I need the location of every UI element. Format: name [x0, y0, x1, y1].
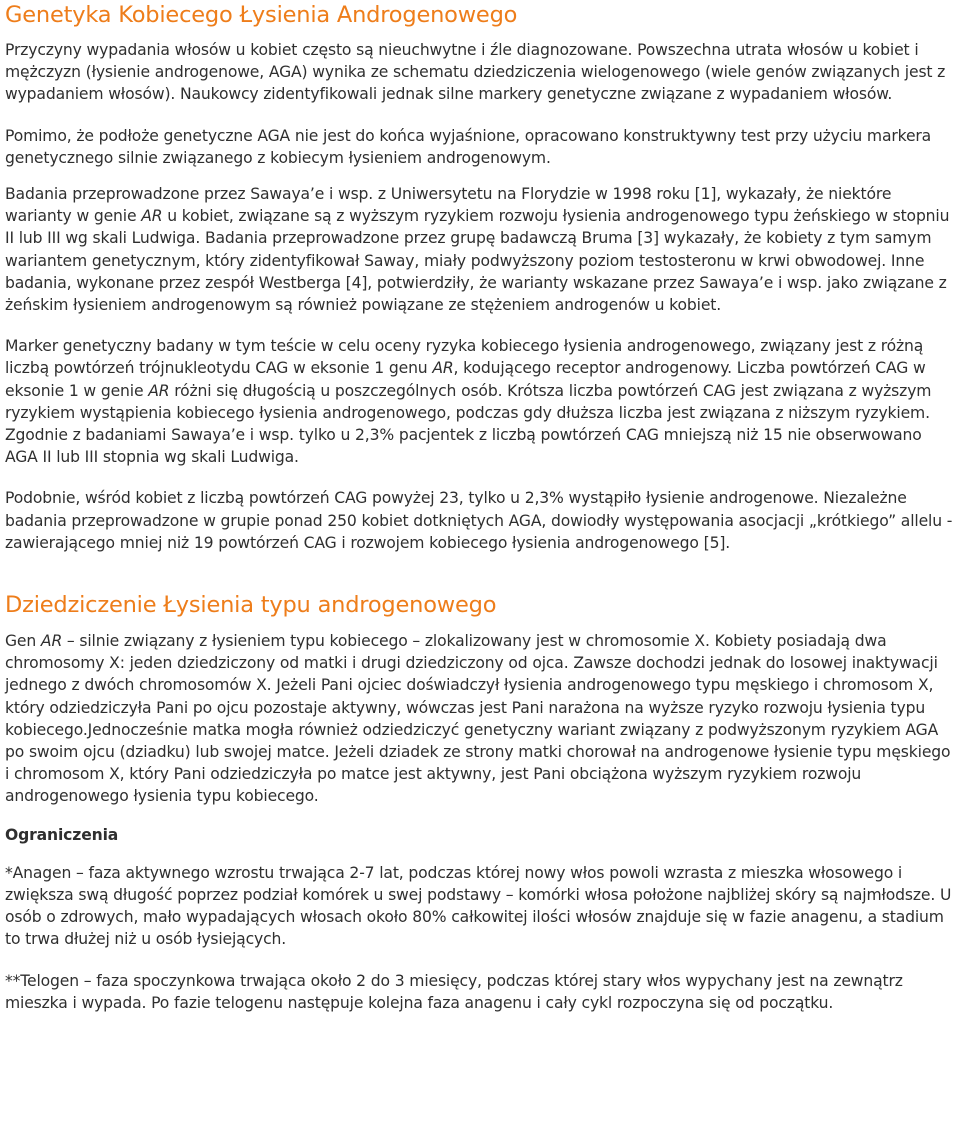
paragraph-text: Gen	[5, 632, 41, 651]
paragraph-text: Badania przeprowadzone przez Sawaya’e i wsp. z Uniwersytetu na Florydzie w 1998 roku [1], wykazały, że niektóre warianty w genie	[5, 185, 892, 226]
paragraph-test-description: Pomimo, że podłoże genetyczne AGA nie jest do końca wyjaśnione, opracowano konstruktywny test przy użyciu markera genetycznego silnie związanego z kobiecym łysieniem androgenowym.	[5, 126, 932, 167]
paragraph-text: Marker genetyczny badany w tym teście w celu oceny ryzyka kobiecego łysienia androgenowego, związany jest z różną liczbą powtórzeń trójnukleotydu CAG w eksonie 1 genu	[5, 337, 924, 378]
paragraph-inheritance	[5, 630, 954, 808]
paragraph-intro: Przyczyny wypadania włosów u kobiet często są nieuchwytne i źle diagnozowane. Powszechna utrata włosów u kobiet i mężczyzn (łysienie androgenowe, AGA) wynika ze schematu dziedziczenia wielogenowego (wiele genów związanych jest z wypadaniem włosów). Naukowcy zidentyfikowali jednak silne markery genetyczne związane z wypadaniem włosów.	[5, 41, 946, 104]
paragraph-genetic-marker	[5, 335, 954, 468]
gene-name: AR	[432, 359, 454, 378]
limitations-heading: Ograniczenia	[5, 825, 119, 844]
paragraph-text: – silnie związany z łysieniem typu kobiecego – zlokalizowany jest w chromosomie X. Kobiety posiadają dwa chromosomy X: jeden dziedziczony od matki i drugi dziedziczony od ojca. Zawsze dochodzi jednak do losowej inaktywacji jednego z dwóch chromosomów X. Jeżeli Pani ojciec doświadczył łysienia androgenowego typu męskiego i chromosom X, który odziedziczyła Pani po ojcu pozostaje aktywny, wówczas jest Pani narażona na wyższe ryzyko rozwoju łysienia typu kobiecego.Jednocześnie matka mogła również odziedziczyć genetyczny wariant związany z podwyższonym ryzykiem AGA po swoim ojcu (dziadku) lub swojej matce. Jeżeli dziadek ze strony matki chorował na androgenowe łysienie typu męskiego i chromosom X, który Pani odziedziczyła po matce jest aktywny, jest Pani obciążona wyższym ryzykiem rozwoju androgenowego łysienia typu kobiecego.	[5, 632, 951, 806]
gene-name: AR	[40, 632, 63, 651]
gene-name: AR	[148, 381, 170, 400]
paragraph-text: , kodującego receptor androgenowy. Liczba powtórzeń CAG w eksonie 1 w genie	[5, 359, 926, 400]
paragraph-anagen: *Anagen – faza aktywnego wzrostu trwająca 2-7 lat, podczas której nowy włos powoli wzrasta z mieszka włosowego i zwiększa swą długość poprzez podział komórek u swej podstawy – komórki włosa położone najbliżej skóry są najmłodsze. U osób o zdrowych, mało wypadających włosach około 80% całkowitej ilości włosów znajduje się w fazie anagenu, a stadium to trwa dłużej niż u osób łysiejących.	[5, 863, 952, 949]
section-title-inheritance: Dziedziczenie Łysienia typu androgenowego	[5, 592, 497, 619]
page-title: Genetyka Kobiecego Łysienia Androgenowego	[5, 2, 518, 28]
paragraph-text: różni się długością u poszczególnych osób. Krótsza liczba powtórzeń CAG jest związana z wyższym ryzykiem wystąpienia kobiecego łysienia androgenowego, podczas gdy dłuższa liczba jest związana z niższym ryzykiem. Zgodnie z badaniami Sawaya’e i wsp. tylko u 2,3% pacjentek z liczbą powtórzeń CAG mniejszą niż 15 nie obserwowano AGA II lub III stopnia wg skali Ludwiga.	[5, 381, 932, 467]
paragraph-telogen: **Telogen – faza spoczynkowa trwająca około 2 do 3 miesięcy, podczas której stary włos wypychany jest na zewnątrz mieszka i wypada. Po fazie telogenu następuje kolejna faza anagenu i cały cykl rozpoczyna się od początku.	[5, 971, 903, 1012]
gene-name: AR	[141, 207, 163, 226]
paragraph-research-sawaya	[5, 183, 954, 316]
paragraph-cag-repeats: Podobnie, wśród kobiet z liczbą powtórzeń CAG powyżej 23, tylko u 2,3% wystąpiło łysienie androgenowe. Niezależne badania przeprowadzone w grupie ponad 250 kobiet dotkniętych AGA, dowiodły występowania asocjacji „krótkiego” allelu - zawierającego mniej niż 19 powtórzeń CAG i rozwojem kobiecego łysienia androgenowego [5].	[5, 489, 953, 552]
paragraph-text: u kobiet, związane są z wyższym ryzykiem rozwoju łysienia androgenowego typu żeńskiego w stopniu II lub III wg skali Ludwiga. Badania przeprowadzone przez grupę badawczą Bruma [3] wykazały, że kobiety z tym samym wariantem genetycznym, który zidentyfikował Saway, miały podwyższony poziom testosteronu w krwi obwodowej. Inne badania, wykonane przez zespół Westberga [4], potwierdziły, że warianty wskazane przez Sawaya’e i wsp. jako związane z żeńskim łysieniem androgenowym są również powiązane ze stężeniem androgenów u kobiet.	[5, 207, 950, 315]
